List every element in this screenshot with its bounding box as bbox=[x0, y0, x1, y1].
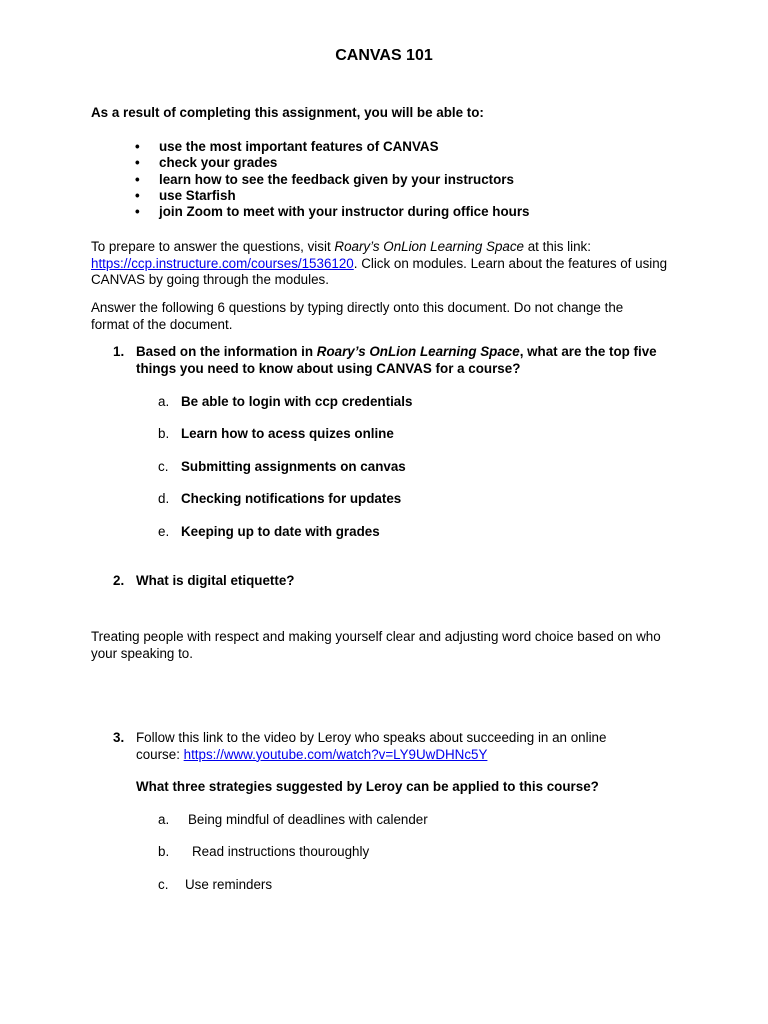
bullet-icon: • bbox=[135, 139, 140, 154]
objective-text: use Starfish bbox=[159, 187, 236, 203]
bullet-icon: • bbox=[135, 204, 140, 220]
q1-answer-c[interactable]: Submitting assignments on canvas bbox=[181, 459, 406, 474]
question-3-text bbox=[136, 730, 636, 763]
objective-text: use the most important features of CANVAS bbox=[159, 139, 439, 154]
video-link[interactable]: https://www.youtube.com/watch?v=LY9UwDHNc5Y bbox=[183, 746, 488, 762]
objectives-list bbox=[91, 139, 529, 220]
bullet-icon: • bbox=[135, 171, 140, 187]
prepare-text-after: . Click on modules. Learn about the features of using CANVAS by going through the modules. bbox=[91, 255, 668, 287]
q1-text-after: , what are the top five things you need to know about using CANVAS for a course? bbox=[136, 344, 657, 376]
bullet-icon: • bbox=[135, 155, 140, 171]
q3-answer-c[interactable]: Use reminders bbox=[185, 877, 273, 892]
question-1-text bbox=[136, 344, 686, 377]
q3-answer-a-letter: a. bbox=[158, 812, 170, 827]
q1-answer-a[interactable]: Be able to login with ccp credentials bbox=[181, 394, 413, 409]
objective-text: join Zoom to meet with your instructor during office hours bbox=[159, 204, 530, 220]
q1-space-name: Roary’s OnLion Learning Space bbox=[316, 344, 520, 359]
q1-answer-a-letter: a. bbox=[158, 394, 170, 409]
q3-text-before: Follow this link to the video by Leroy who speaks about succeeding in an online course: bbox=[136, 730, 607, 762]
q3-answer-c-letter: c. bbox=[158, 877, 169, 892]
objective-text: check your grades bbox=[159, 155, 278, 171]
bullet-icon: • bbox=[135, 187, 140, 203]
q3-answer-a[interactable]: Being mindful of deadlines with calender bbox=[188, 812, 428, 827]
course-link[interactable]: https://ccp.instructure.com/courses/1536120 bbox=[91, 255, 354, 271]
q1-answer-e[interactable]: Keeping up to date with grades bbox=[181, 524, 380, 539]
q1-answer-c-letter: c. bbox=[158, 459, 169, 474]
q3-answer-b-letter: b. bbox=[158, 844, 170, 859]
q1-answer-e-letter: e. bbox=[158, 524, 170, 539]
list-item bbox=[91, 188, 529, 204]
question-2-text: What is digital etiquette? bbox=[136, 573, 295, 588]
q1-answer-d-letter: d. bbox=[158, 491, 170, 506]
instructions-paragraph: Answer the following 6 questions by typing directly onto this document. Do not change the format of the document. bbox=[91, 300, 624, 332]
question-2-number: 2. bbox=[113, 573, 125, 588]
prepare-paragraph bbox=[91, 239, 676, 289]
intro-text: As a result of completing this assignment, you will be able to: bbox=[91, 105, 484, 120]
objective-text: learn how to see the feedback given by your instructors bbox=[159, 171, 514, 187]
q1-answer-d[interactable]: Checking notifications for updates bbox=[181, 491, 402, 506]
page-title: CANVAS 101 bbox=[335, 47, 433, 64]
learning-space-name: Roary’s OnLion Learning Space bbox=[334, 239, 524, 254]
list-item bbox=[91, 139, 529, 155]
prepare-text-mid: at this link: bbox=[523, 239, 591, 254]
q1-answer-b-letter: b. bbox=[158, 426, 170, 441]
question-1-number: 1. bbox=[113, 344, 125, 359]
list-item bbox=[91, 204, 529, 220]
prepare-text-before: To prepare to answer the questions, visit bbox=[91, 239, 335, 254]
question-3-prompt: What three strategies suggested by Leroy can be applied to this course? bbox=[136, 779, 599, 794]
question-2-answer[interactable]: Treating people with respect and making yourself clear and adjusting word choice based on who your speaking to. bbox=[91, 629, 661, 661]
question-3-number: 3. bbox=[113, 730, 125, 745]
list-item bbox=[91, 172, 529, 188]
q3-answer-b[interactable]: Read instructions thouroughly bbox=[192, 844, 370, 859]
q1-answer-b[interactable]: Learn how to acess quizes online bbox=[181, 426, 394, 441]
q1-text-before: Based on the information in bbox=[136, 344, 317, 359]
list-item bbox=[91, 155, 529, 171]
